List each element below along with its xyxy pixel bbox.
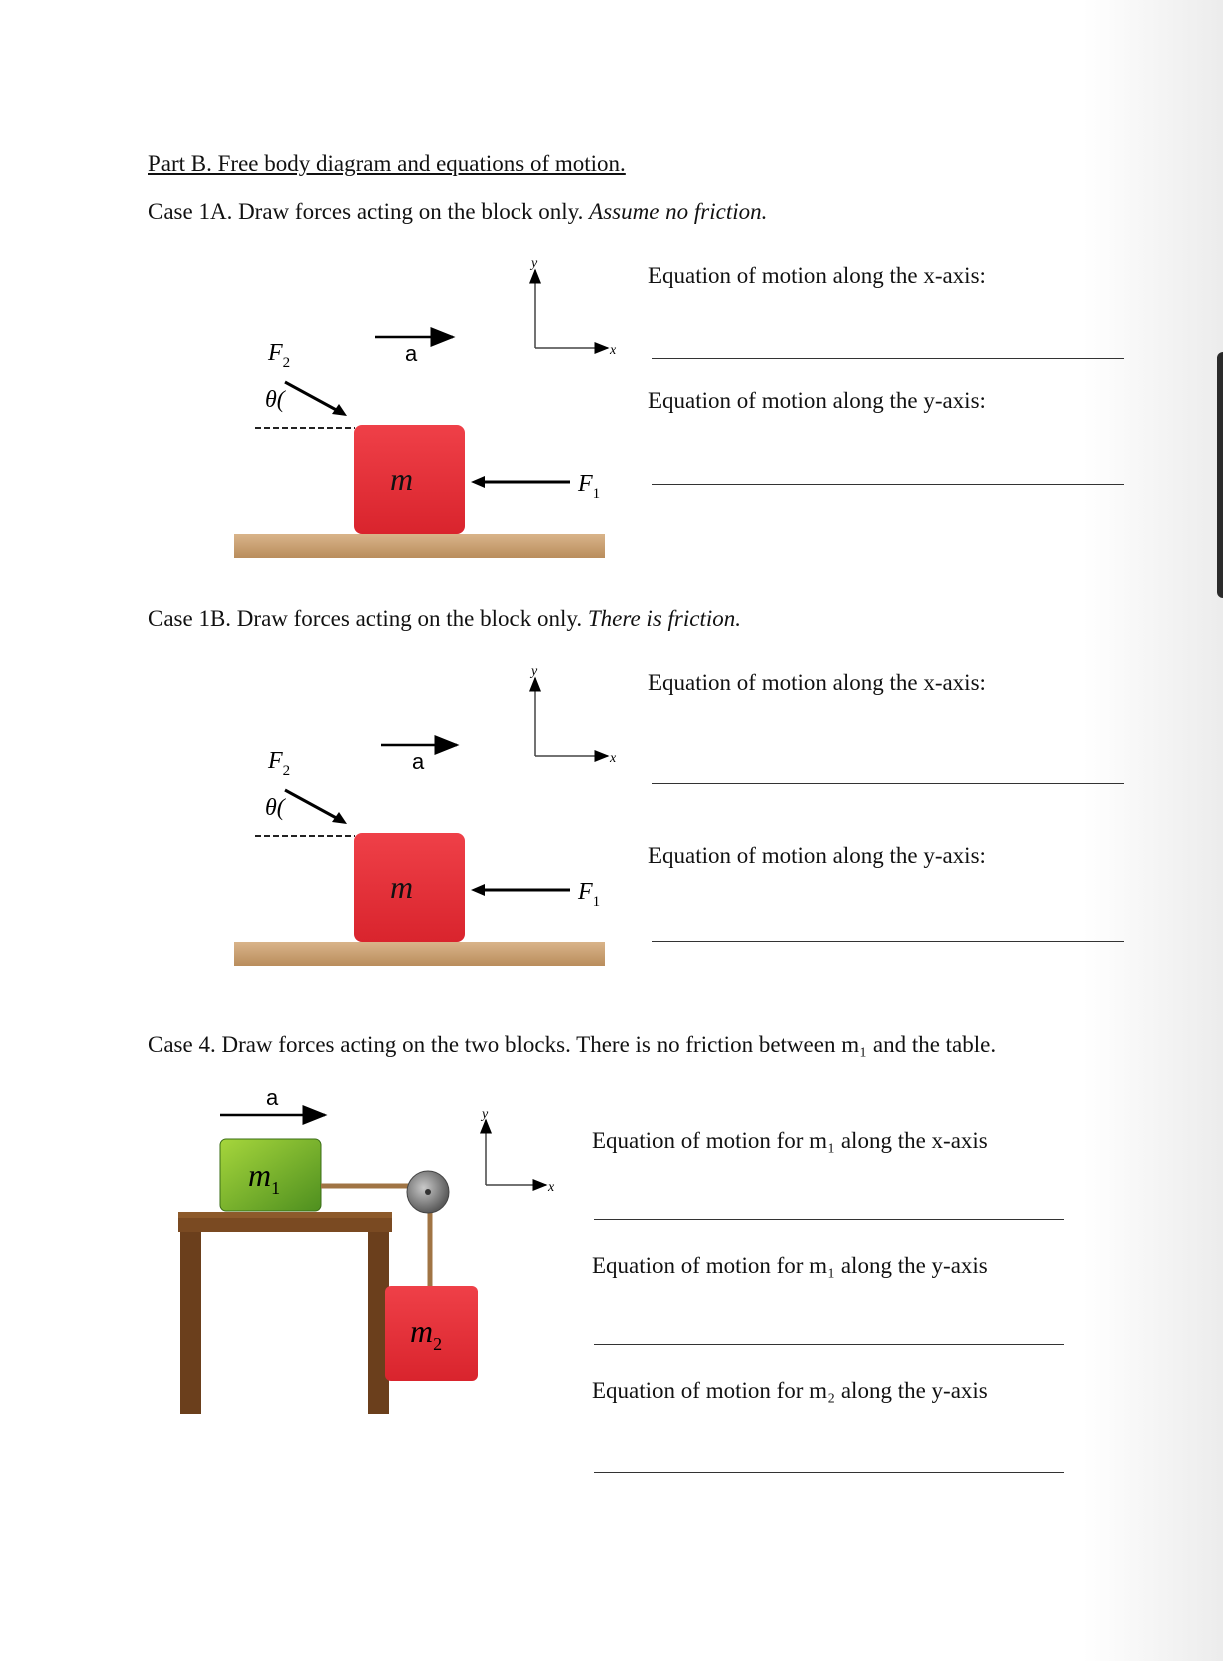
case-4-eq-m2-y-answer-line[interactable] [594, 1472, 1064, 1473]
f2-label: $F_2$ [268, 748, 291, 779]
case-4-diagram [170, 1080, 590, 1420]
floor-surface [234, 534, 605, 558]
case-1a-eq-x-answer-line[interactable] [652, 358, 1124, 359]
theta-label: θ( [265, 795, 285, 821]
case-1b-eq-y-answer-line[interactable] [652, 941, 1124, 942]
case-1a-eq-x-label: Equation of motion along the x-axis: [648, 263, 986, 288]
axis-x-label: x [610, 343, 617, 358]
theta-label: θ( [265, 387, 285, 413]
axis-y-label: y [531, 664, 538, 679]
case-4-eq-m1-x-label: Equation of motion for m₁ along the x-axis [592, 1128, 988, 1153]
case-1a-eq-y-label: Equation of motion along the y-axis: [648, 388, 986, 413]
f2-force-arrow [285, 382, 340, 412]
f1-label: $F_1$ [578, 879, 601, 910]
floor-surface [234, 942, 605, 966]
case-1a-note: Assume no friction. [589, 199, 768, 224]
case-4-eq-m1-y-label: Equation of motion for m₁ along the y-axis [592, 1253, 988, 1278]
acceleration-label: a [412, 749, 425, 774]
mass-label: m [390, 461, 414, 497]
case-1a-eq-y-answer-line[interactable] [652, 484, 1124, 485]
axes-icon [529, 664, 617, 766]
f2-force-arrow [285, 790, 340, 820]
acceleration-label: a [405, 341, 418, 366]
axis-y-label: y [531, 256, 538, 271]
case-1a-diagram [225, 255, 625, 565]
case-1b-note: There is friction. [587, 606, 741, 631]
axis-x-label: x [610, 751, 617, 766]
case-1a-heading-text: Case 1A. Draw forces acting on the block only. [148, 199, 584, 224]
case-4-heading: Case 4. Draw forces acting on the two blocks. There is no friction between m₁ and the table. [148, 1032, 997, 1057]
case-1b-eq-x-answer-line[interactable] [652, 783, 1124, 784]
axis-x-label: x [548, 1180, 555, 1195]
case-1b-eq-x-label: Equation of motion along the x-axis: [648, 670, 986, 695]
case-1a-heading [148, 199, 767, 225]
m1-label: $m_1$ [248, 1157, 281, 1198]
table [178, 1212, 392, 1414]
case-1b-diagram [225, 663, 625, 973]
page-edge-shadow [1083, 0, 1223, 1661]
axes-icon [480, 1107, 555, 1195]
case-1b-heading-text: Case 1B. Draw forces acting on the block only. [148, 606, 583, 631]
part-title: Part B. Free body diagram and equations of motion. [148, 151, 626, 176]
f1-label: $F_1$ [578, 471, 601, 502]
case-4-eq-m1-x-answer-line[interactable] [594, 1219, 1064, 1220]
case-4-eq-m2-y-label: Equation of motion for m₂ along the y-axis [592, 1378, 988, 1403]
f2-label: $F_2$ [268, 340, 291, 371]
case-1b-eq-y-label: Equation of motion along the y-axis: [648, 843, 986, 868]
scroll-handle[interactable] [1217, 352, 1223, 598]
acceleration-label: a [266, 1085, 279, 1110]
axis-y-label: y [482, 1107, 489, 1122]
case-1b-heading [148, 606, 741, 632]
m2-label: $m_2$ [410, 1313, 443, 1354]
mass-label: m [390, 869, 414, 905]
axes-icon [529, 256, 617, 358]
case-4-eq-m1-y-answer-line[interactable] [594, 1344, 1064, 1345]
